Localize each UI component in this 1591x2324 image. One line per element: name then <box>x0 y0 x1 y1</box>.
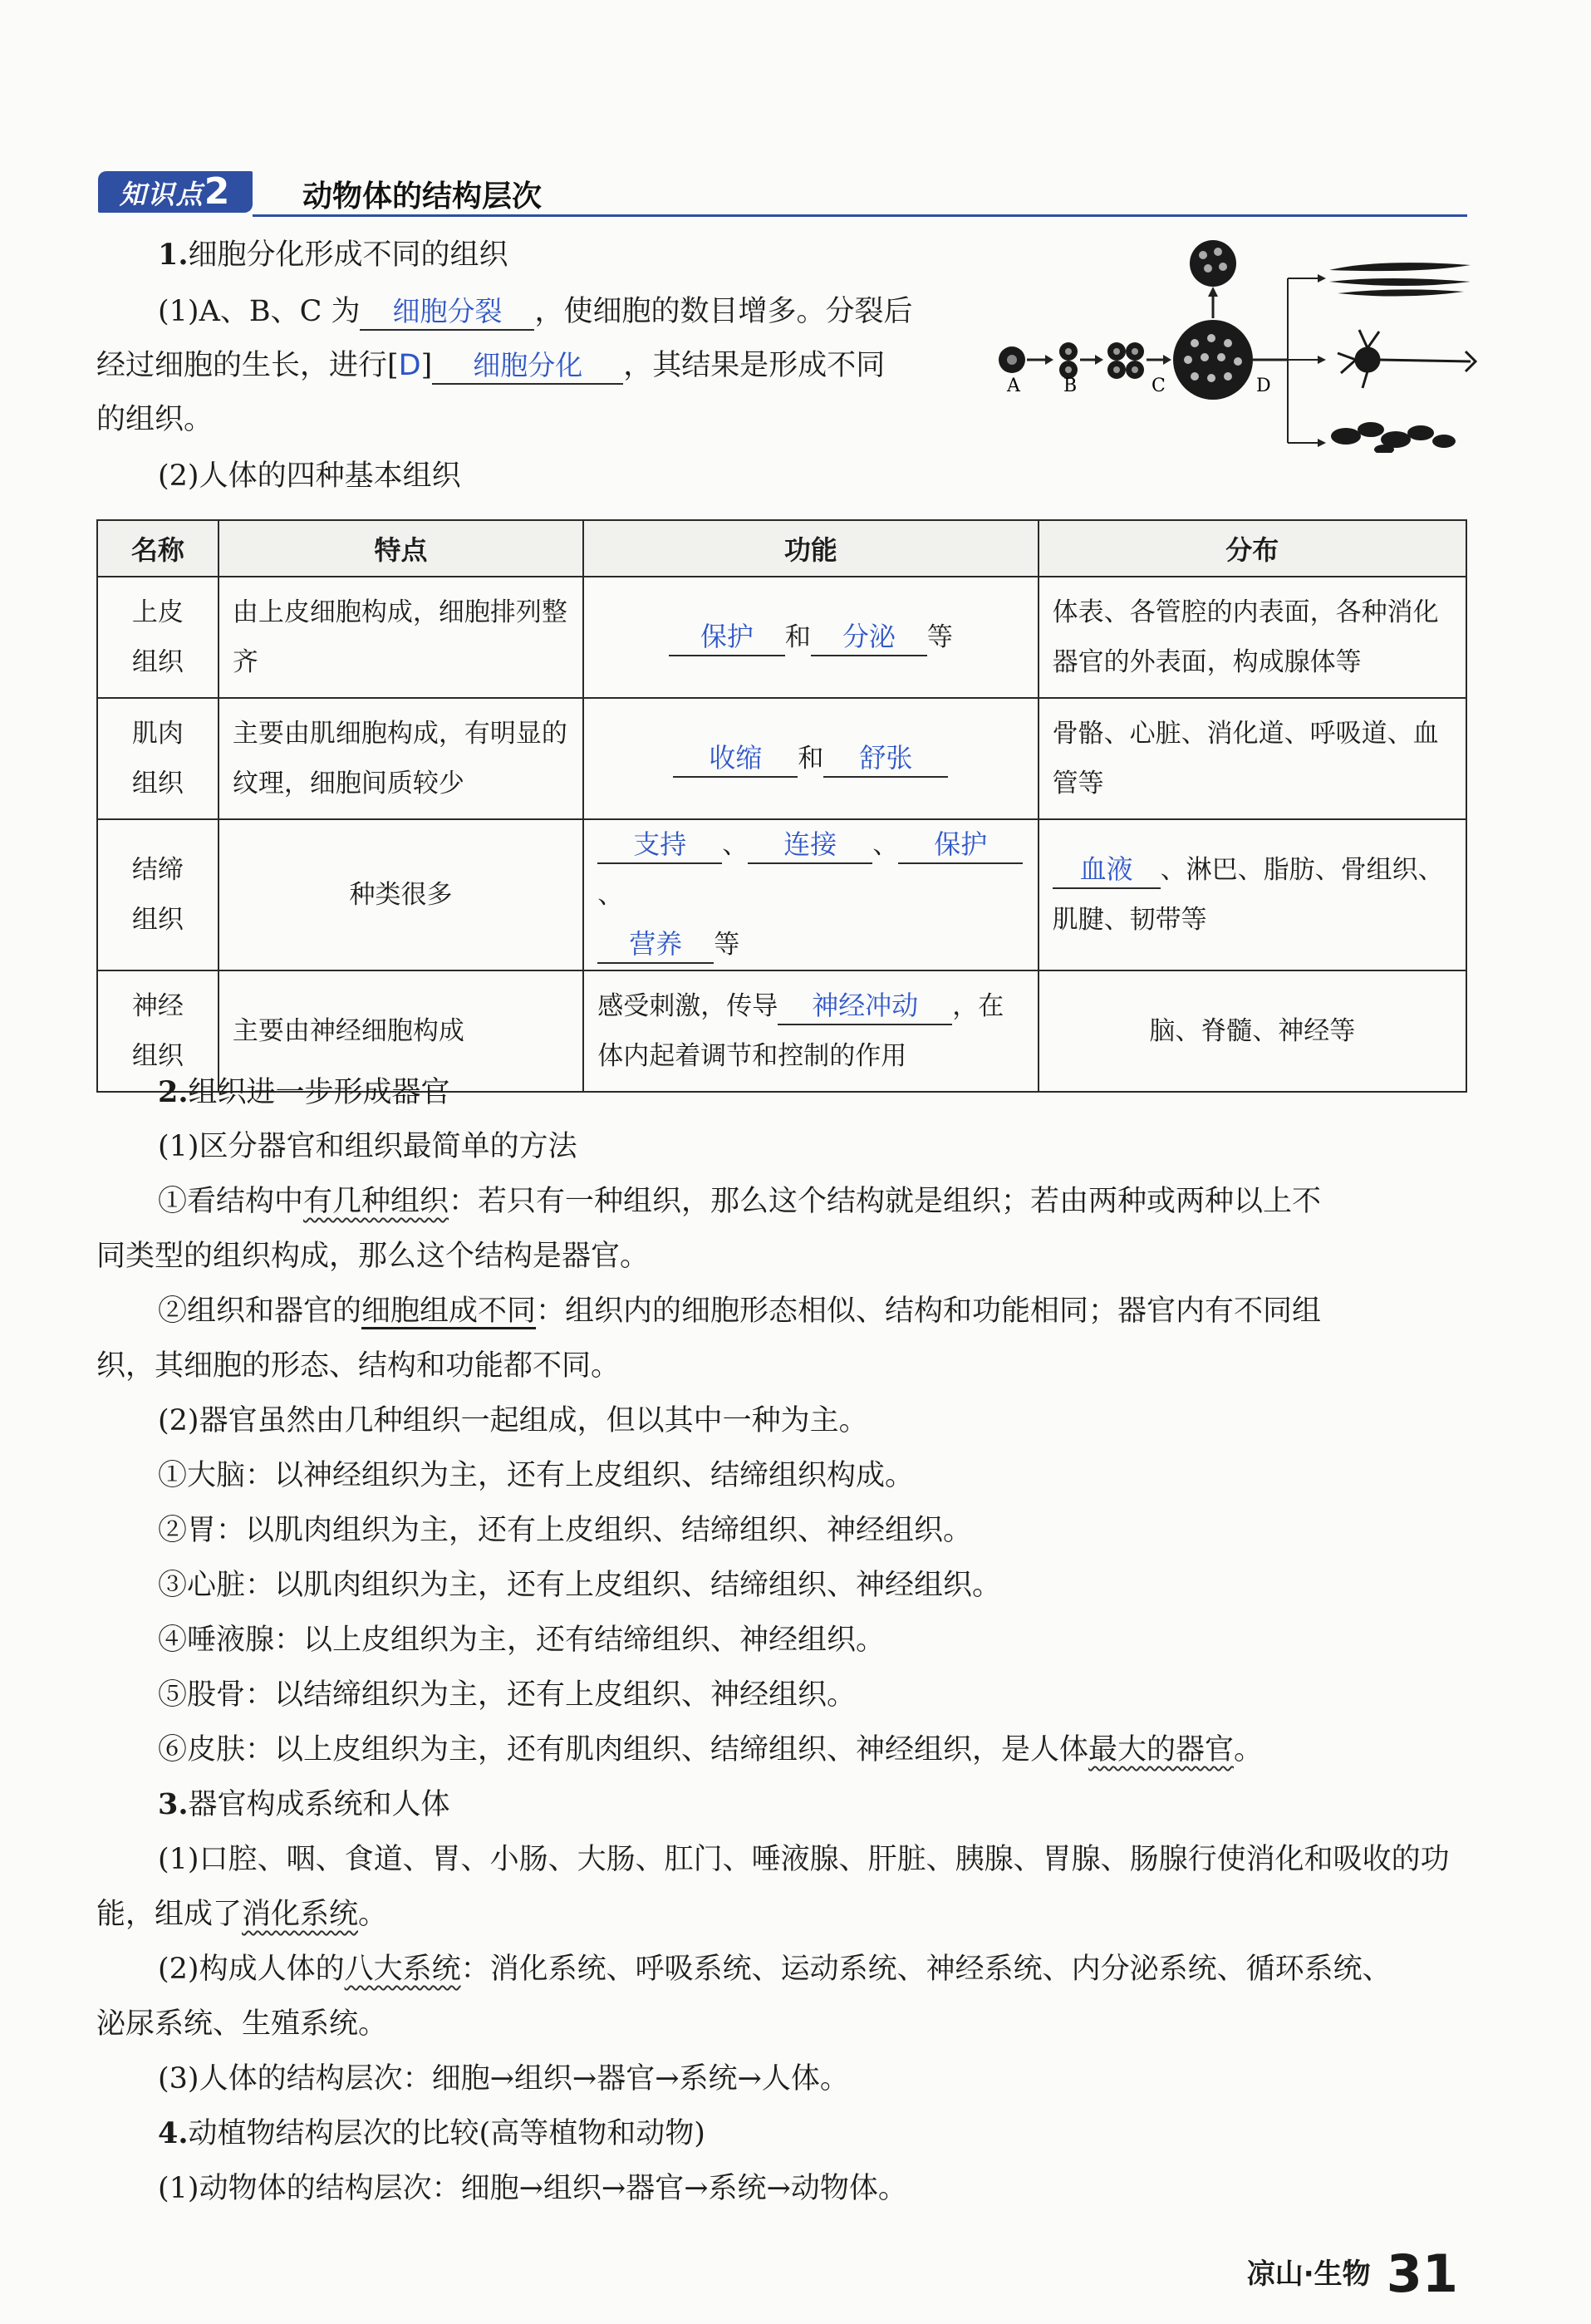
col-header-feature: 特点 <box>219 520 583 577</box>
tissue-function: 保护 和 分泌 等 <box>583 577 1038 698</box>
answer-contract: 收缩 <box>673 739 798 778</box>
part1-para-line1: (1)A、B、C 为 细胞分裂 ，使细胞的数目增多。分裂后 <box>158 291 913 332</box>
diagram-label-d: D <box>1256 376 1271 396</box>
tissue-name: 上皮 组织 <box>97 577 219 698</box>
page-number: 31 <box>1386 2243 1458 2304</box>
answer-protect: 保护 <box>669 618 785 656</box>
answer-blood: 血液 <box>1053 851 1161 889</box>
connective-cells-icon <box>1331 422 1456 453</box>
diagram-label-a: A <box>1007 376 1020 396</box>
part3-heading: 3.器官构成系统和人体 <box>158 1787 450 1821</box>
footer-brand: 凉山·生物 <box>1246 2258 1371 2291</box>
part1-para-line3: 的组织。 <box>96 403 214 436</box>
badge-number: 2 <box>204 170 232 213</box>
badge-label: 知识点 <box>119 179 204 210</box>
cell-c-icon <box>1107 342 1144 379</box>
cell-b-icon <box>1059 342 1078 379</box>
answer-nourish: 营养 <box>597 926 714 964</box>
tissue-feature: 主要由肌细胞构成，有明显的纹理，细胞间质较少 <box>219 698 583 819</box>
part2-line6: (2)器官虽然由几种组织一起组成，但以其中一种为主。 <box>158 1404 868 1437</box>
diagram-label-b: B <box>1063 376 1078 396</box>
tissue-distribution: 骨骼、心脏、消化道、呼吸道、血管等 <box>1039 698 1466 819</box>
part2-line11: ⑤股骨：以结缔组织为主，还有上皮组织、神经组织。 <box>158 1678 857 1712</box>
table-row <box>97 819 1466 970</box>
answer-label-d: D <box>398 349 421 382</box>
answer-connect: 连接 <box>748 826 872 864</box>
part1-sub2: (2)人体的四种基本组织 <box>158 459 461 493</box>
page-footer <box>1247 2243 1458 2304</box>
neuron-icon <box>1338 330 1476 388</box>
cell-mass-icon <box>1173 320 1253 400</box>
diagram-label-c: C <box>1152 376 1166 396</box>
tissue-feature: 主要由神经细胞构成 <box>219 970 583 1092</box>
part3-line3: (2)构成人体的八大系统：消化系统、呼吸系统、运动系统、神经系统、内分泌系统、循环系统、 <box>158 1953 1392 1986</box>
part2-line5: 织，其细胞的形态、结构和功能都不同。 <box>96 1349 621 1383</box>
col-header-distribution: 分布 <box>1039 520 1466 577</box>
tissue-feature: 种类很多 <box>219 819 583 970</box>
section-header <box>98 168 1467 218</box>
cell-a-icon <box>999 346 1025 373</box>
answer-cell-differentiation: 细胞分化 <box>432 348 623 385</box>
tissue-function: 收缩 和 舒张 <box>583 698 1038 819</box>
tissue-name: 结缔 组织 <box>97 819 219 970</box>
table-row <box>97 577 1466 698</box>
tissue-function: 支持 、 连接 、 保护、 营养 等 <box>583 819 1038 970</box>
cell-differentiation-diagram <box>989 237 1479 453</box>
col-header-name: 名称 <box>97 520 219 577</box>
part3-line5: (3)人体的结构层次：细胞→组织→器官→系统→人体。 <box>158 2062 849 2096</box>
section-title: 动物体的结构层次 <box>302 179 543 214</box>
part3-line2: 能，组成了消化系统。 <box>96 1898 388 1931</box>
part2-line9: ③心脏：以肌肉组织为主，还有上皮组织、结缔组织、神经组织。 <box>158 1569 1002 1602</box>
answer-nerve-impulse: 神经冲动 <box>778 987 952 1025</box>
answer-cell-division: 细胞分裂 <box>360 294 534 331</box>
tissue-feature: 由上皮细胞构成，细胞排列整齐 <box>219 577 583 698</box>
tissue-distribution: 脑、脊髓、神经等 <box>1039 970 1466 1092</box>
table-header-row <box>97 520 1466 577</box>
muscle-cells-icon <box>1329 263 1471 296</box>
table-row <box>97 698 1466 819</box>
answer-protect-2: 保护 <box>898 826 1023 864</box>
part1-para-line2: 经过细胞的生长，进行[D] 细胞分化 ，其结果是形成不同 <box>96 345 885 386</box>
tissue-function: 感受刺激，传导 神经冲动 ，在体内起着调节和控制的作用 <box>583 970 1038 1092</box>
answer-secrete: 分泌 <box>811 618 927 656</box>
part3-line4: 泌尿系统、生殖系统。 <box>96 2007 388 2041</box>
part2-line12: ⑥皮肤：以上皮组织为主，还有肌肉组织、结缔组织、神经组织，是人体最大的器官。 <box>158 1733 1264 1766</box>
part2-heading: 2.组织进一步形成器官 <box>158 1075 450 1109</box>
part2-line3: 同类型的组织构成，那么这个结构是器官。 <box>96 1240 650 1273</box>
answer-relax: 舒张 <box>823 739 948 778</box>
tissue-name: 神经 组织 <box>97 970 219 1092</box>
cell-cluster-icon <box>1190 240 1236 287</box>
answer-support: 支持 <box>597 826 722 864</box>
part2-line1: (1)区分器官和组织最简单的方法 <box>158 1130 577 1163</box>
header-rule <box>253 214 1467 217</box>
tissue-distribution: 体表、各管腔的内表面，各种消化器官的外表面，构成腺体等 <box>1039 577 1466 698</box>
knowledge-point-badge <box>98 171 253 213</box>
tissue-distribution: 血液 、淋巴、脂肪、骨组织、肌腱、韧带等 <box>1039 819 1466 970</box>
part4-line1: (1)动物体的结构层次：细胞→组织→器官→系统→动物体。 <box>158 2172 907 2205</box>
tissue-table <box>96 519 1467 1093</box>
part3-line1: (1)口腔、咽、食道、胃、小肠、大肠、肛门、唾液腺、肝脏、胰腺、胃腺、肠腺行使消化和吸收的功 <box>158 1843 1450 1876</box>
part1-heading: 1.细胞分化形成不同的组织 <box>158 238 508 272</box>
part2-line10: ④唾液腺：以上皮组织为主，还有结缔组织、神经组织。 <box>158 1624 886 1657</box>
part4-heading: 4.动植物结构层次的比较(高等植物和动物) <box>158 2116 705 2150</box>
tissue-name: 肌肉 组织 <box>97 698 219 819</box>
part2-line2: ①看结构中有几种组织：若只有一种组织，那么这个结构就是组织；若由两种或两种以上不 <box>158 1185 1322 1218</box>
col-header-function: 功能 <box>583 520 1038 577</box>
part2-line4: ②组织和器官的细胞组成不同：组织内的细胞形态相似、结构和功能相同；器官内有不同组 <box>158 1295 1322 1328</box>
part2-line7: ①大脑：以神经组织为主，还有上皮组织、结缔组织构成。 <box>158 1459 915 1492</box>
part2-line8: ②胃：以肌肉组织为主，还有上皮组织、结缔组织、神经组织。 <box>158 1514 973 1547</box>
